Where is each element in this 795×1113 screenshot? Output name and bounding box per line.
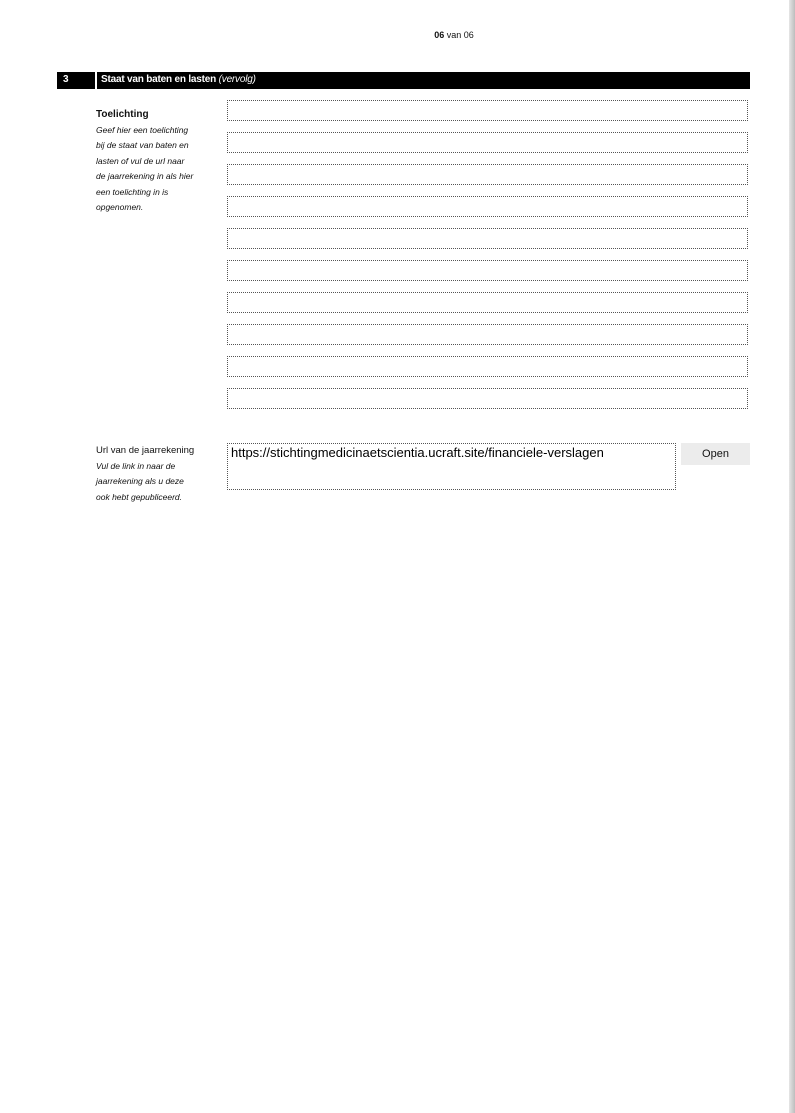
explanation-field-5[interactable] [227, 228, 748, 249]
explanation-help-line: bij de staat van baten en [96, 140, 189, 150]
explanation-field-9[interactable] [227, 356, 748, 377]
section-divider [95, 72, 97, 89]
explanation-field-10[interactable] [227, 388, 748, 409]
page-number [0, 30, 795, 40]
url-help-line: ook hebt gepubliceerd. [96, 491, 183, 502]
explanation-help-line: de jaarrekening in als hier [96, 171, 194, 181]
explanation-field-2[interactable] [227, 132, 748, 153]
page-edge [789, 0, 795, 1113]
url-label-block [96, 443, 224, 505]
explanation-field-8[interactable] [227, 324, 748, 345]
explanation-label-block [96, 107, 224, 216]
explanation-help-line: opgenomen. [96, 202, 144, 212]
section-header [57, 72, 750, 89]
explanation-help-line: een toelichting in is [96, 186, 169, 197]
section-title-text: Staat van baten en lasten [101, 74, 217, 85]
url-label: Url van de jaarrekening [96, 445, 195, 456]
section-title [101, 74, 256, 85]
url-help-line: jaarrekening als u deze [96, 476, 184, 486]
explanation-field-7[interactable] [227, 292, 748, 313]
page-current: 06 [434, 30, 445, 40]
explanation-field-6[interactable] [227, 260, 748, 281]
page-total: 06 [463, 30, 474, 40]
explanation-help-line: Geef hier een toelichting [96, 124, 189, 135]
explanation-help-line: lasten of vul de url naar [96, 155, 185, 166]
page-separator: van [446, 30, 462, 40]
explanation-field-4[interactable] [227, 196, 748, 217]
explanation-field-1[interactable] [227, 100, 748, 121]
section-number: 3 [63, 74, 69, 85]
explanation-field-3[interactable] [227, 164, 748, 185]
open-button[interactable]: Open [681, 443, 750, 465]
url-input[interactable]: https://stichtingmedicinaetscientia.ucraft.site/financiele-verslagen [227, 443, 676, 490]
url-help-line: Vul de link in naar de [96, 460, 176, 471]
explanation-label: Toelichting [96, 109, 149, 120]
section-title-suffix: (vervolg) [218, 74, 256, 85]
